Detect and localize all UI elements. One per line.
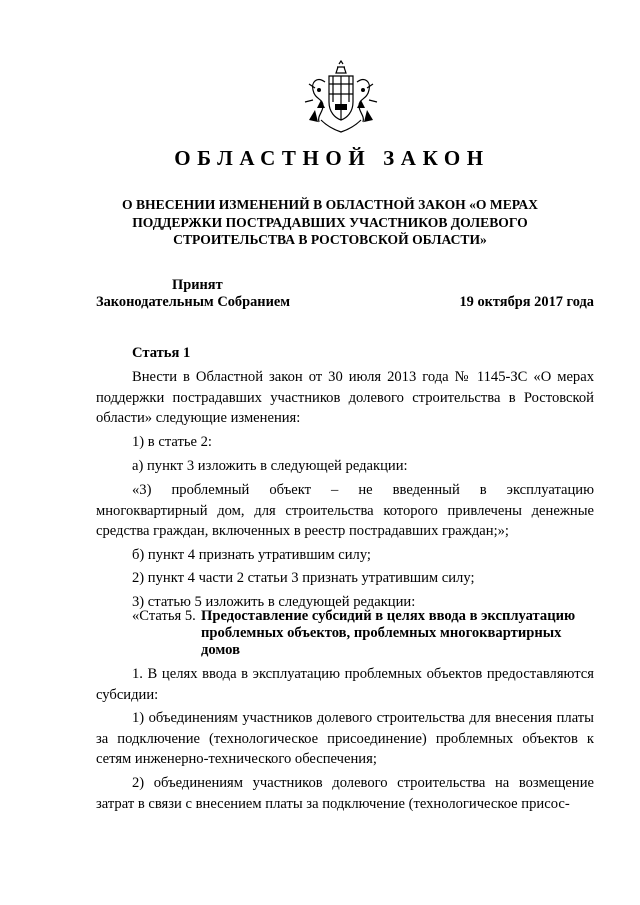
paragraph: а) пункт 3 изложить в следующей редакции: (132, 458, 408, 475)
article-body-part1 (96, 367, 594, 613)
paragraph: 1. В целях ввода в эксплуатацию проблемных объектов предоставляются субсидии: (96, 666, 594, 703)
article5-label: «Статья 5. (132, 608, 196, 624)
paragraph: «3) проблемный объект – не введенный в эксплуатацию многоквартирный дом, для строительства которого привлечены денежные средства граждан, включенных в реестр пострадавших граждан;»; (96, 481, 594, 540)
rostov-coat-of-arms-icon (299, 60, 383, 136)
paragraph: б) пункт 4 признать утратившим силу; (132, 546, 371, 563)
adoption-block (96, 277, 336, 311)
paragraph: 3) статью 5 изложить в следующей редакции: (132, 593, 416, 610)
paragraph: Внести в Областной закон от 30 июля 2013 года № 1145-ЗС «О мерах поддержки пострадавших участников долевого строительства в Ростовской области» следующие изменения: (96, 369, 594, 427)
law-type-heading: ОБЛАСТНОЙ ЗАКОН (174, 146, 490, 170)
article-body-part2 (96, 664, 594, 814)
paragraph: 2) объединениям участников долевого строительства на возмещение затрат в связи с внесением платы за подключение (технологическое присос- (96, 774, 594, 812)
article5-title: Предоставление субсидий в целях ввода в эксплуатацию проблемных объектов, проблемных многоквартирных домов (201, 608, 576, 658)
adopted-label: Принят (172, 277, 223, 293)
paragraph: 2) пункт 4 части 2 статьи 3 признать утратившим силу; (132, 570, 475, 587)
paragraph: 1) объединениям участников долевого строительства для внесения платы за подключение (технологическое присоединение) проблемных объектов к сетям инженерно-технического обеспечения; (96, 710, 594, 768)
paragraph: 1) в статье 2: (132, 433, 212, 450)
law-title: О ВНЕСЕНИИ ИЗМЕНЕНИЙ В ОБЛАСТНОЙ ЗАКОН «О МЕРАХ ПОДДЕРЖКИ ПОСТРАДАВШИХ УЧАСТНИКОВ ДОЛЕВОГО СТРОИТЕЛЬСТВА В РОСТОВСКОЙ ОБЛАСТИ» (122, 197, 538, 247)
article-heading: Статья 1 (132, 345, 191, 361)
adoption-date: 19 октября 2017 года (459, 294, 594, 310)
adopted-by-label: Законодательным Собранием (96, 294, 291, 310)
